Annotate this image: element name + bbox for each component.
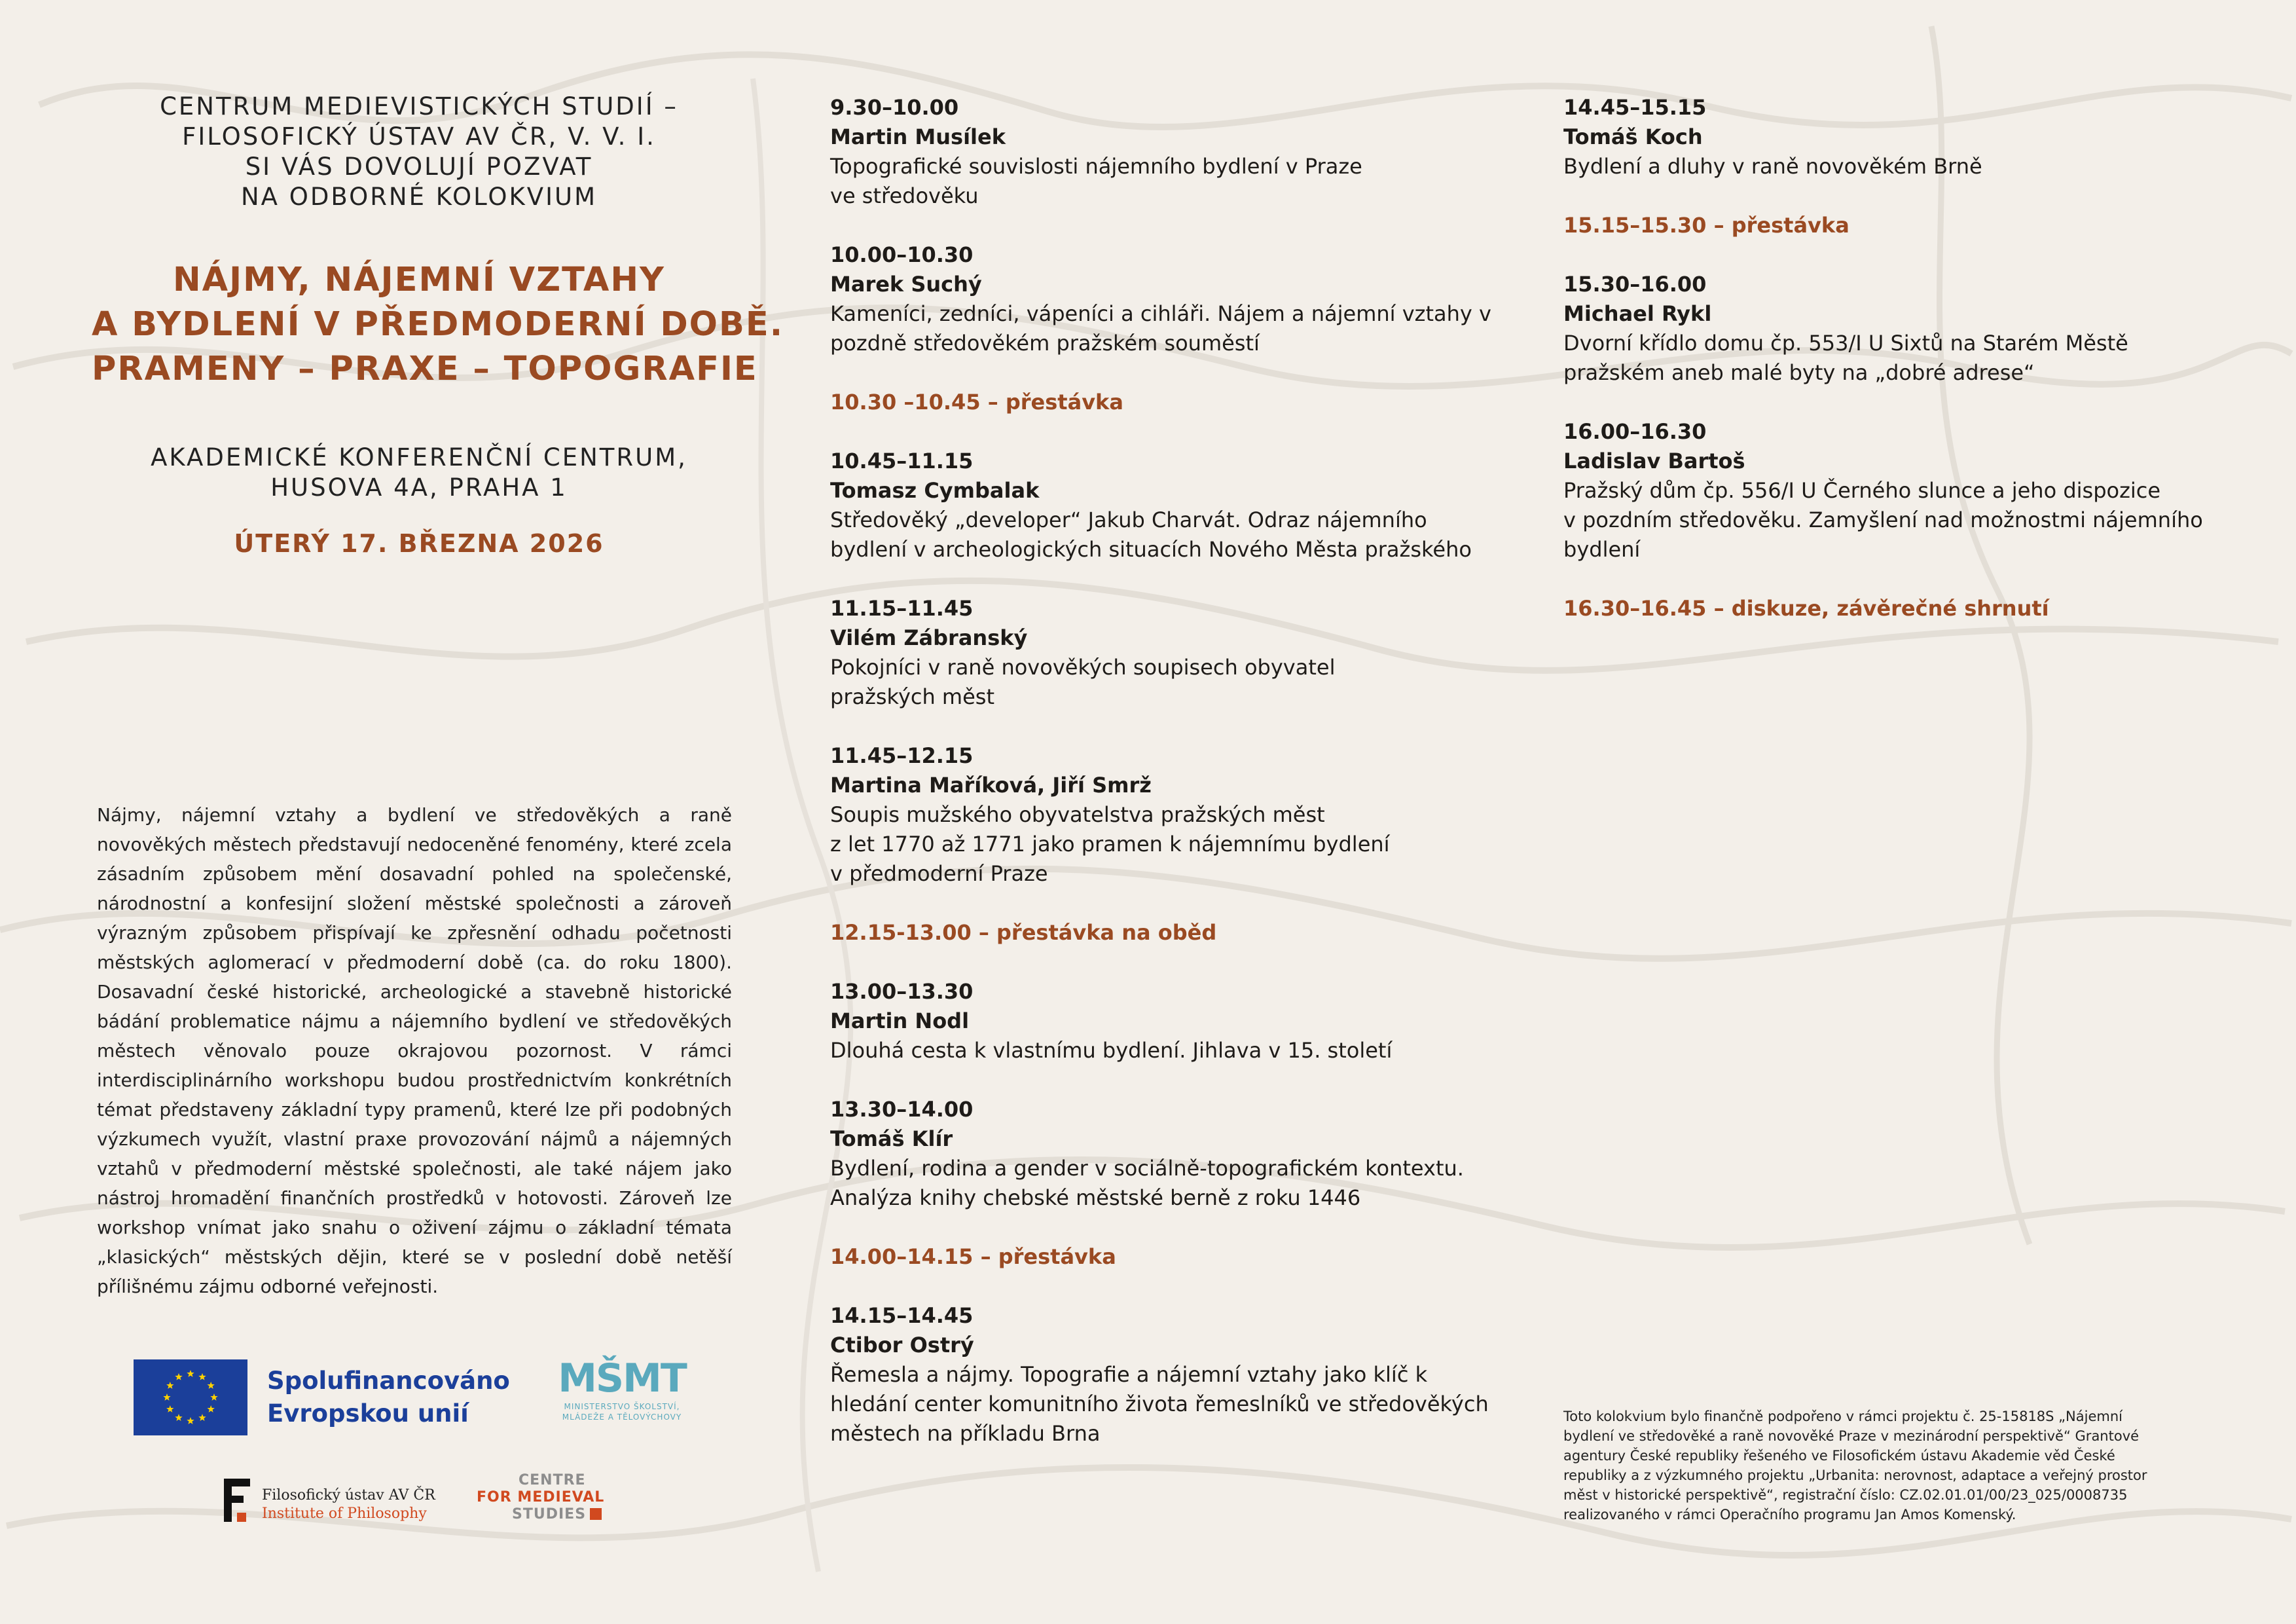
- program-item: [830, 447, 1485, 564]
- program-item: [830, 977, 1485, 1065]
- break-slot: 12.15-13.00 – přestávka na oběd: [830, 920, 1217, 945]
- break-slot: 14.00–14.15 – přestávka: [830, 1244, 1116, 1269]
- speaker-name: Vilém Zábranský: [830, 625, 1028, 650]
- talk-title-line: Soupis mužského obyvatelstva pražských měst: [830, 802, 1325, 827]
- eu-cofunded-label: [267, 1365, 510, 1430]
- flu-name-cz: Filosofický ústav AV ČR: [262, 1487, 435, 1504]
- talk-title-line: z let 1770 až 1771 jako pramen k nájemnímu bydlení: [830, 832, 1390, 857]
- talk-title: [830, 299, 1491, 358]
- talk-title-line: Pokojníci v raně novověkých soupisech obyvatel: [830, 655, 1336, 680]
- speaker-name: Michael Rykl: [1563, 301, 1712, 326]
- funding-line: měst v historické perspektivě“, registrační číslo: CZ.02.01.01/00/23_025/0008735: [1563, 1487, 2128, 1503]
- program-item: [1563, 93, 2218, 181]
- talk-title-line: Středověký „developer“ Jakub Charvát. Odraz nájemního: [830, 507, 1427, 532]
- organizer-line: SI VÁS DOVOLUJÍ POZVAT: [245, 153, 593, 181]
- program-item: [830, 1301, 1489, 1449]
- program-item: [1563, 417, 2218, 564]
- talk-title-line: Dvorní křídlo domu čp. 553/I U Sixtů na Starém Městě: [1563, 331, 2128, 356]
- cms-line: STUDIES: [512, 1506, 587, 1522]
- talk-title-line: pražských měst: [830, 684, 994, 709]
- speaker-name: Ladislav Bartoš: [1563, 449, 1745, 473]
- talk-title-line: Dlouhá cesta k vlastnímu bydlení. Jihlava v 15. století: [830, 1038, 1393, 1063]
- session-time: 11.45–12.15: [830, 743, 974, 768]
- eu-label-line: Spolufinancováno: [267, 1367, 510, 1395]
- eu-flag-icon: [134, 1359, 247, 1435]
- program-item: [830, 240, 1491, 358]
- speaker-name: Tomáš Koch: [1563, 124, 1703, 149]
- talk-title-line: pozdně středověkém pražském souměstí: [830, 331, 1260, 356]
- talk-title-line: bydlení: [1563, 537, 1641, 562]
- event-date: ÚTERÝ 17. BŘEZNA 2026: [234, 529, 604, 558]
- abstract-text: Nájmy, nájemní vztahy a bydlení ve středověkých a raně novověkých městech představují nedoceněné fenomény, které zcela zásadním způsobem mění dosavadní pohled na společenské, národnostní a konfesijní složení městské společnosti a zároveň výrazným způsobem přispívají ke zpřesnění odhadu početnosti městských aglomerací v předmoderní době (ca. do roku 1800). Dosavadní české historické, archeologické a stavebně historické bádání problematice nájmu a nájemního bydlení ve středověkých městech věnovalo pouze okrajovou pozornost. V rámci interdisciplinárního workshopu budou prostřednictvím konkrétních témat představeny základní typy pramenů, které lze při podobných výzkumech využít, vlastní praxe provozování nájmů a nájemných vztahů v předmoderní městské společnosti, ale také nájem jako nástroj hromadění finančních prostředků v hotovosti. Zároveň lze workshop vnímat jako snahu o oživení zájmu o základní témata „klasických“ městských dějin, které se v poslední době netěší přílišnému zájmu odborné veřejnosti.: [97, 804, 732, 1297]
- speaker-name: Martina Maříková, Jiří Smrž: [830, 773, 1152, 798]
- talk-title: [830, 1154, 1485, 1213]
- organizer-line: NA ODBORNÉ KOLOKVIUM: [240, 183, 598, 211]
- talk-title-line: Kameníci, zedníci, vápeníci a cihláři. Nájem a nájemní vztahy v: [830, 301, 1491, 326]
- cms-line: FOR MEDIEVAL: [477, 1489, 605, 1505]
- program-item: [1563, 270, 2218, 388]
- speaker-name: Martin Musílek: [830, 124, 1006, 149]
- venue-block: [92, 443, 746, 503]
- break-slot: 15.15–15.30 – přestávka: [1563, 213, 1850, 238]
- break-slot: 16.30–16.45 – diskuze, závěrečné shrnutí: [1563, 596, 2049, 621]
- program-item: [830, 93, 1485, 211]
- talk-title-line: Topografické souvislosti nájemního bydlení v Praze: [830, 154, 1362, 179]
- speaker-name: Ctibor Ostrý: [830, 1333, 974, 1357]
- cms-logo: [477, 1472, 604, 1523]
- talk-title: [1563, 152, 2218, 181]
- speaker-name: Martin Nodl: [830, 1008, 970, 1033]
- program-column-1: [830, 93, 1491, 1478]
- funding-line: republiky a z výzkumného projektu „Urbanita: nerovnost, adaptace a veřejný prostor: [1563, 1467, 2147, 1483]
- session-time: 11.15–11.45: [830, 596, 974, 621]
- session-time: 16.00–16.30: [1563, 419, 1707, 444]
- talk-title-line: Analýza knihy chebské městské berně z roku 1446: [830, 1185, 1361, 1210]
- msmt-mark: MŠMT: [558, 1356, 686, 1401]
- speaker-name: Tomasz Cymbalak: [830, 478, 1040, 503]
- event-title: [92, 258, 784, 392]
- talk-title: [830, 1036, 1485, 1065]
- program-column-2: [1563, 93, 2218, 653]
- talk-title-line: pražském aneb malé byty na „dobré adrese“: [1563, 360, 2035, 385]
- talk-title: [830, 800, 1485, 889]
- talk-title-line: ve středověku: [830, 183, 979, 208]
- break-slot: 10.30 –10.45 – přestávka: [830, 390, 1123, 415]
- title-line: A BYDLENÍ V PŘEDMODERNÍ DOBĚ.: [92, 305, 784, 344]
- msmt-line: MLÁDEŽE A TĚLOVÝCHOVY: [562, 1412, 682, 1422]
- funding-line: realizovaného v rámci Operačního programu Jan Amos Komenský.: [1563, 1507, 2016, 1522]
- organizer-line: FILOSOFICKÝ ÚSTAV AV ČR, V. V. I.: [182, 122, 656, 151]
- talk-title: [1563, 476, 2218, 564]
- title-line: PRAMENY – PRAXE – TOPOGRAFIE: [92, 350, 758, 388]
- session-time: 10.45–11.15: [830, 449, 974, 473]
- session-time: 13.00–13.30: [830, 979, 974, 1004]
- program-item: [830, 741, 1485, 889]
- flu-logo-text: [262, 1486, 435, 1523]
- session-time: 10.00–10.30: [830, 242, 974, 267]
- speaker-name: Tomáš Klír: [830, 1126, 953, 1151]
- talk-title: [1563, 329, 2218, 388]
- talk-title: [830, 506, 1485, 564]
- talk-title-line: bydlení v archeologických situacích Nového Města pražského: [830, 537, 1472, 562]
- funding-line: Toto kolokvium bylo finančně podpořeno v rámci projektu č. 25-15818S „Nájemní: [1563, 1409, 2123, 1424]
- funding-note: [1563, 1407, 2185, 1524]
- cms-line: CENTRE: [519, 1472, 586, 1488]
- invitation-header: [92, 92, 784, 558]
- msmt-line: MINISTERSTVO ŠKOLSTVÍ,: [564, 1402, 680, 1411]
- venue-line: AKADEMICKÉ KONFERENČNÍ CENTRUM,: [151, 443, 687, 471]
- flu-name-en: Institute of Philosophy: [262, 1505, 427, 1522]
- talk-title-line: Pražský dům čp. 556/I U Černého slunce a jeho dispozice: [1563, 478, 2161, 503]
- session-time: 15.30–16.00: [1563, 272, 1707, 297]
- talk-title: [830, 152, 1485, 211]
- organizer-block: [92, 92, 746, 212]
- session-time: 9.30–10.00: [830, 95, 959, 120]
- funding-line: bydlení ve středověké a raně novověké Praze v mezinárodní perspektivě“ Grantové: [1563, 1428, 2140, 1444]
- talk-title-line: městech na příkladu Brna: [830, 1421, 1101, 1446]
- funding-line: agentury České republiky řešeného ve Filosofickém ústavu Akademie věd České: [1563, 1448, 2115, 1464]
- session-time: 14.45–15.15: [1563, 95, 1707, 120]
- organizer-line: CENTRUM MEDIEVISTICKÝCH STUDIÍ –: [160, 92, 678, 120]
- msmt-logo: [537, 1356, 707, 1422]
- program-item: [830, 594, 1485, 712]
- flu-f-logo-icon: [224, 1479, 253, 1522]
- venue-line: HUSOVA 4A, PRAHA 1: [270, 473, 568, 502]
- talk-title-line: hledání center komunitního života řemeslníků ve středověkých: [830, 1392, 1489, 1416]
- talk-title-line: Bydlení a dluhy v raně novověkém Brně: [1563, 154, 1982, 179]
- program-item: [830, 1095, 1485, 1213]
- session-time: 13.30–14.00: [830, 1097, 974, 1122]
- eu-label-line: Evropskou unií: [267, 1399, 469, 1428]
- talk-title-line: v pozdním středověku. Zamyšlení nad možnostmi nájemního: [1563, 507, 2203, 532]
- talk-title-line: Bydlení, rodina a gender v sociálně-topografickém kontextu.: [830, 1156, 1464, 1181]
- talk-title-line: Řemesla a nájmy. Topografie a nájemní vztahy jako klíč k: [830, 1362, 1428, 1387]
- cms-square-icon: [590, 1508, 602, 1520]
- title-line: NÁJMY, NÁJEMNÍ VZTAHY: [173, 261, 665, 299]
- talk-title-line: v předmoderní Praze: [830, 861, 1048, 886]
- talk-title: [830, 653, 1485, 712]
- talk-title: [830, 1360, 1489, 1449]
- speaker-name: Marek Suchý: [830, 272, 982, 297]
- session-time: 14.15–14.45: [830, 1303, 974, 1328]
